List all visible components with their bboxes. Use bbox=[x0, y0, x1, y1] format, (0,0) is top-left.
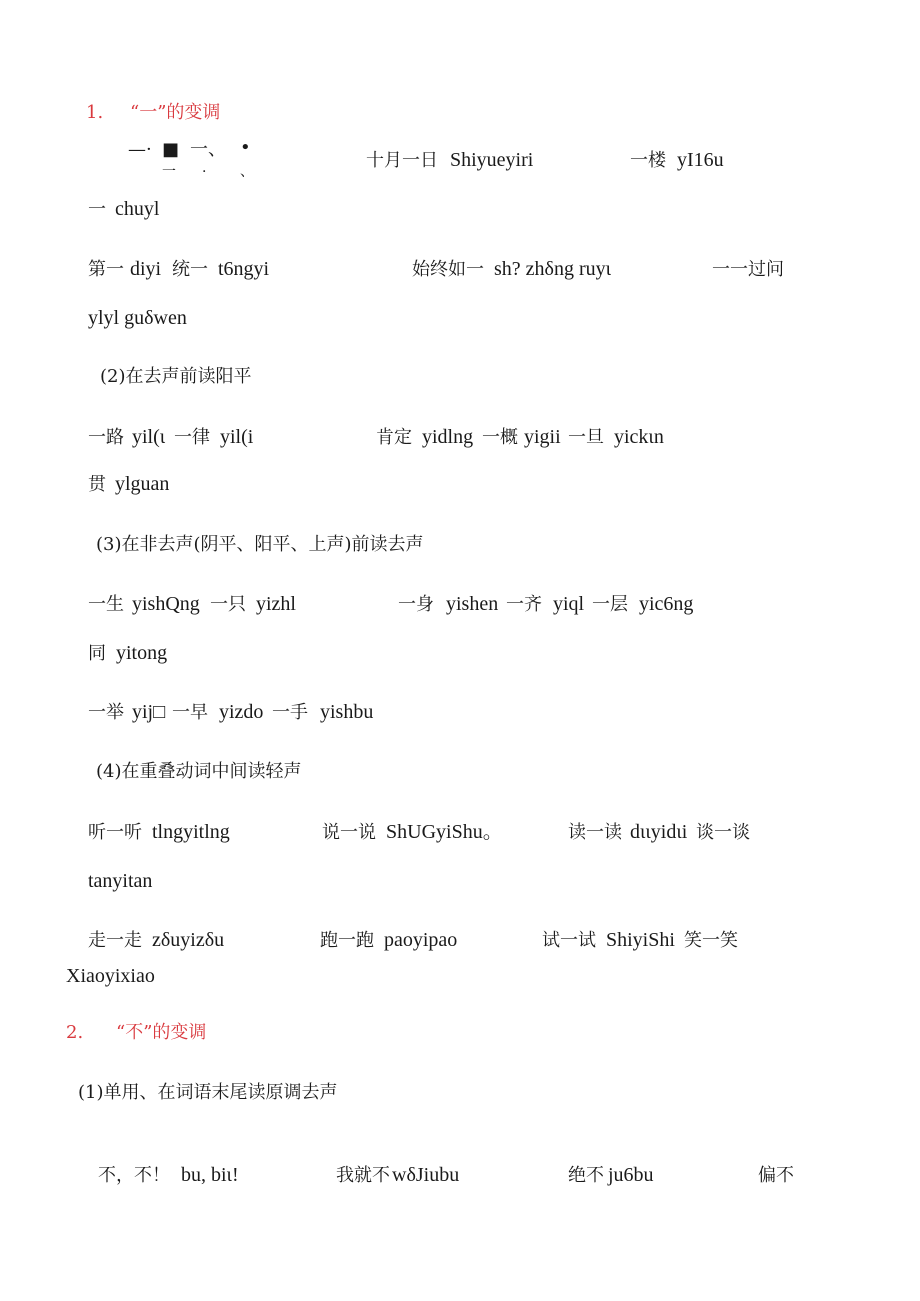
example-pinyin: yizhl bbox=[256, 593, 296, 615]
example-hanzi: 一身 bbox=[398, 594, 434, 615]
example-hanzi: 走一走 bbox=[88, 930, 142, 951]
example-pinyin: diyi bbox=[130, 258, 162, 280]
example-hanzi: 偏不 bbox=[758, 1165, 794, 1186]
subsection-heading: (1)单用、在词语末尾读原调去声 bbox=[78, 1082, 338, 1103]
example-hanzi: 试一试 bbox=[542, 930, 596, 951]
example-pinyin: yiql bbox=[553, 593, 585, 615]
example-pinyin: wδJiubu bbox=[392, 1164, 460, 1186]
example-pinyin: Shiyueyiri bbox=[450, 149, 534, 171]
example-hanzi: 一旦 bbox=[568, 427, 604, 448]
garbled-text: 一 bbox=[162, 164, 176, 180]
example-pinyin: yishQng bbox=[132, 593, 200, 615]
example-pinyin: chuyl bbox=[115, 198, 160, 220]
example-pinyin: tanyitan bbox=[88, 870, 153, 892]
example-hanzi: 一手 bbox=[272, 702, 308, 723]
example-hanzi: 笑一笑 bbox=[684, 930, 738, 951]
example-pinyin: sh? zhδng ruyι bbox=[494, 258, 612, 280]
example-pinyin: yil(i bbox=[220, 426, 254, 448]
section-1-title: “一”的变调 bbox=[130, 102, 221, 123]
example-pinyin: yishen bbox=[446, 593, 499, 615]
garbled-dot: • bbox=[240, 137, 251, 158]
garbled-square: ■ bbox=[162, 139, 180, 160]
example-pinyin: yizdo bbox=[219, 701, 264, 723]
example-hanzi: 一楼 bbox=[630, 150, 666, 171]
example-pinyin: t6ngyi bbox=[218, 258, 270, 280]
example-pinyin: yigii bbox=[524, 426, 561, 448]
example-pinyin: bu, biι! bbox=[181, 1164, 239, 1186]
example-pinyin: ShiyiShi bbox=[606, 929, 675, 951]
example-hanzi: 一一过问 bbox=[712, 259, 784, 280]
example-pinyin: yitong bbox=[116, 642, 168, 664]
example-pinyin: yidlng bbox=[422, 426, 474, 448]
subsection-heading: (3)在非去声(阴平、阳平、上声)前读去声 bbox=[96, 534, 424, 555]
example-pinyin: tlngyitlng bbox=[152, 821, 230, 843]
example-hanzi: 听一听 bbox=[88, 822, 142, 843]
example-hanzi: 始终如一 bbox=[412, 259, 484, 280]
example-pinyin: yij□ bbox=[132, 701, 166, 723]
example-pinyin: dιιyidιi bbox=[630, 821, 688, 843]
example-pinyin: Xiaoyixiao bbox=[66, 965, 155, 987]
example-pinyin: yil(ι bbox=[132, 426, 166, 448]
example-hanzi: 读一读 bbox=[568, 822, 622, 843]
example-hanzi: 一只 bbox=[210, 594, 246, 615]
example-pinyin: ShUGyiShu。 bbox=[386, 821, 503, 843]
example-hanzi: 一层 bbox=[592, 594, 628, 615]
example-hanzi: 说一说 bbox=[322, 822, 376, 843]
example-hanzi: 一生 bbox=[88, 594, 124, 615]
example-pinyin: zδuyizδu bbox=[152, 929, 225, 951]
example-hanzi: 一举 bbox=[88, 702, 124, 723]
example-hanzi: 谈一谈 bbox=[696, 822, 750, 843]
example-hanzi: 一 bbox=[88, 199, 106, 220]
example-pinyin: yickιn bbox=[614, 426, 664, 448]
example-pinyin: ylyl guδwen bbox=[88, 307, 187, 329]
example-hanzi: 十月一日 bbox=[366, 150, 438, 171]
example-pinyin: yic6ng bbox=[639, 593, 694, 615]
garbled-text: 一、 bbox=[190, 139, 226, 160]
example-hanzi: 一律 bbox=[174, 427, 210, 448]
example-hanzi: 贯 bbox=[88, 474, 106, 495]
example-pinyin: ylguan bbox=[115, 473, 170, 495]
section-2-title: “不”的变调 bbox=[116, 1022, 207, 1043]
garbled-text: 、 bbox=[240, 164, 254, 180]
section-2-number: 2. bbox=[66, 1022, 84, 1043]
example-hanzi: 统一 bbox=[172, 259, 208, 280]
example-hanzi: 一概 bbox=[482, 427, 518, 448]
example-pinyin: paoyipao bbox=[384, 929, 458, 951]
example-hanzi: 绝不 bbox=[568, 1165, 604, 1186]
example-hanzi: 同 bbox=[88, 643, 106, 664]
example-hanzi: 跑一跑 bbox=[320, 930, 374, 951]
example-pinyin: yI16u bbox=[677, 149, 724, 171]
example-hanzi: 肯定 bbox=[376, 427, 412, 448]
example-hanzi: 第一 bbox=[88, 259, 124, 280]
example-hanzi: 一早 bbox=[172, 702, 208, 723]
example-pinyin: yishbu bbox=[320, 701, 374, 723]
section-1-number: 1. bbox=[86, 102, 104, 123]
garbled-text: —· bbox=[128, 139, 152, 160]
example-hanzi: 不，不！ bbox=[98, 1165, 170, 1186]
garbled-text: · bbox=[202, 164, 207, 180]
example-hanzi: 一路 bbox=[88, 427, 124, 448]
subsection-heading: (2)在去声前读阳平 bbox=[100, 366, 252, 387]
subsection-heading: (4)在重叠动词中间读轻声 bbox=[96, 761, 302, 782]
example-hanzi: 一齐 bbox=[506, 594, 542, 615]
example-pinyin: ju6bu bbox=[608, 1164, 654, 1186]
example-hanzi: 我就不 bbox=[336, 1165, 390, 1186]
